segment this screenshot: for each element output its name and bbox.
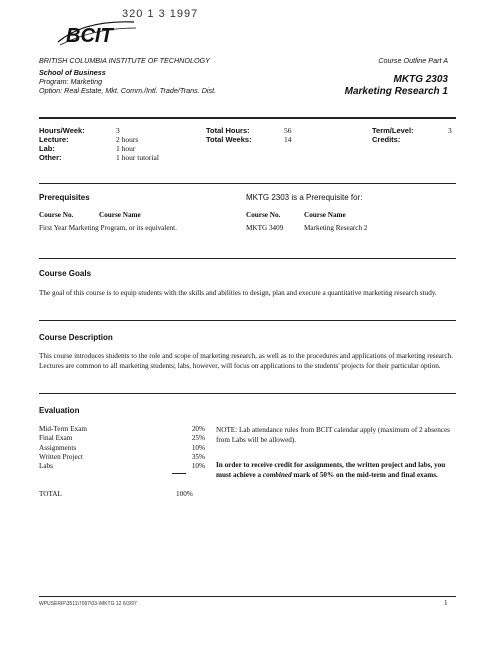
evaluation-note-lab: NOTE: Lab attendance rules from BCIT calendar apply (maximum of 2 absences from Labs will be allowed). bbox=[216, 426, 450, 444]
total-hours-label: Total Hours: bbox=[206, 126, 250, 135]
evaluation-item-value: 10% bbox=[191, 462, 205, 471]
footer-divider bbox=[39, 596, 456, 597]
footer-code: WPUSERIF\3511\7097\03-\MKTG 12 6/3/97 bbox=[39, 601, 137, 607]
bcit-logo bbox=[54, 18, 138, 48]
prereq-col-name: Course Name bbox=[99, 211, 141, 219]
institute-name: BRITISH COLUMBIA INSTITUTE OF TECHNOLOGY bbox=[39, 56, 210, 65]
prereq-col-no: Course No. bbox=[39, 211, 74, 219]
total-underline bbox=[172, 473, 186, 474]
prereq-for-no: MKTG 3409 bbox=[246, 224, 284, 232]
option-name: Option: Real Estate, Mkt. Comm./Intl. Trade/Trans. Dist. bbox=[39, 86, 217, 95]
hours-week-value: 3 bbox=[116, 126, 120, 135]
evaluation-row bbox=[39, 444, 205, 453]
evaluation-item-label: Labs bbox=[39, 462, 53, 471]
evaluation-item-label: Mid-Term Exam bbox=[39, 425, 87, 433]
divider bbox=[39, 320, 456, 321]
other-label: Other: bbox=[39, 153, 62, 162]
lecture-label: Lecture: bbox=[39, 135, 69, 144]
total-weeks-label: Total Weeks: bbox=[206, 135, 252, 144]
evaluation-item-value: 20% bbox=[191, 425, 205, 433]
divider bbox=[39, 393, 456, 394]
page-number: 1 bbox=[444, 599, 448, 607]
evaluation-item-value: 25% bbox=[191, 434, 205, 443]
evaluation-total-value: 100% bbox=[176, 490, 193, 498]
evaluation-row bbox=[39, 453, 205, 462]
program-name: Program: Marketing bbox=[39, 77, 103, 86]
course-name: Marketing Research 1 bbox=[344, 86, 448, 97]
evaluation-total-label: TOTAL bbox=[39, 490, 62, 498]
doc-type: Course Outline Part A bbox=[378, 56, 448, 65]
description-text: This course introduces students to the role and scope of marketing research, as well as to the procedures and applications of marketing research. Lectures are common to all marketing students; labs, however, will focus on applications to the students' projects for their particular option. bbox=[39, 352, 453, 370]
divider bbox=[39, 183, 456, 184]
lab-value: 1 hour bbox=[116, 144, 136, 153]
goals-text: The goal of this course is to equip students with the skills and abilities to design, plan and execute a quantitative marketing research study. bbox=[39, 289, 437, 297]
header-left bbox=[39, 56, 216, 95]
hours-week-label: Hours/Week: bbox=[39, 126, 85, 135]
term-level-label: Term/Level: bbox=[372, 126, 414, 135]
note-credit-part-a: In order to receive credit for assignments, the written project and labs, you must achieve a bbox=[216, 461, 446, 479]
divider bbox=[39, 258, 456, 259]
note-credit-emphasis: combined bbox=[262, 470, 292, 479]
evaluation-row bbox=[39, 425, 205, 434]
goals-title: Course Goals bbox=[39, 269, 92, 278]
evaluation-note-credit bbox=[216, 461, 456, 480]
prereq-for-col-no: Course No. bbox=[246, 211, 281, 219]
evaluation-row bbox=[39, 434, 205, 443]
other-value: 1 hour tutorial bbox=[116, 153, 159, 162]
divider bbox=[39, 117, 456, 119]
evaluation-row bbox=[39, 462, 205, 471]
prereq-for-name: Marketing Research 2 bbox=[304, 224, 368, 232]
evaluation-item-label: Final Exam bbox=[39, 434, 73, 443]
course-title-block bbox=[345, 74, 448, 98]
received-stamp: 320 1 3 1997 bbox=[122, 8, 199, 20]
prereq-row: First Year Marketing Program, or its equivalent. bbox=[39, 224, 177, 232]
note-credit-part-b: mark of 50% on the mid-term and final exams. bbox=[291, 470, 438, 479]
description-title: Course Description bbox=[39, 333, 113, 342]
total-hours-value: 56 bbox=[284, 126, 292, 135]
prereq-for-col-name: Course Name bbox=[304, 211, 346, 219]
prerequisite-for-title: MKTG 2303 is a Prerequisite for: bbox=[246, 193, 363, 202]
credits-label: Credits: bbox=[372, 135, 401, 144]
term-level-value: 3 bbox=[448, 126, 452, 135]
logo-text: BCIT bbox=[66, 25, 113, 47]
evaluation-item-value: 35% bbox=[191, 452, 205, 461]
total-weeks-value: 14 bbox=[284, 135, 292, 144]
course-code: MKTG 2303 bbox=[393, 74, 448, 85]
evaluation-item-label: Written Project bbox=[39, 452, 83, 461]
prerequisites-title: Prerequisites bbox=[39, 193, 90, 202]
evaluation-item-label: Assignments bbox=[39, 443, 77, 452]
lab-label: Lab: bbox=[39, 144, 55, 153]
lecture-value: 2 hours bbox=[116, 135, 139, 144]
school-name: School of Business bbox=[39, 68, 106, 77]
evaluation-title: Evaluation bbox=[39, 406, 80, 415]
evaluation-item-value: 10% bbox=[191, 443, 205, 452]
evaluation-table bbox=[39, 425, 205, 471]
